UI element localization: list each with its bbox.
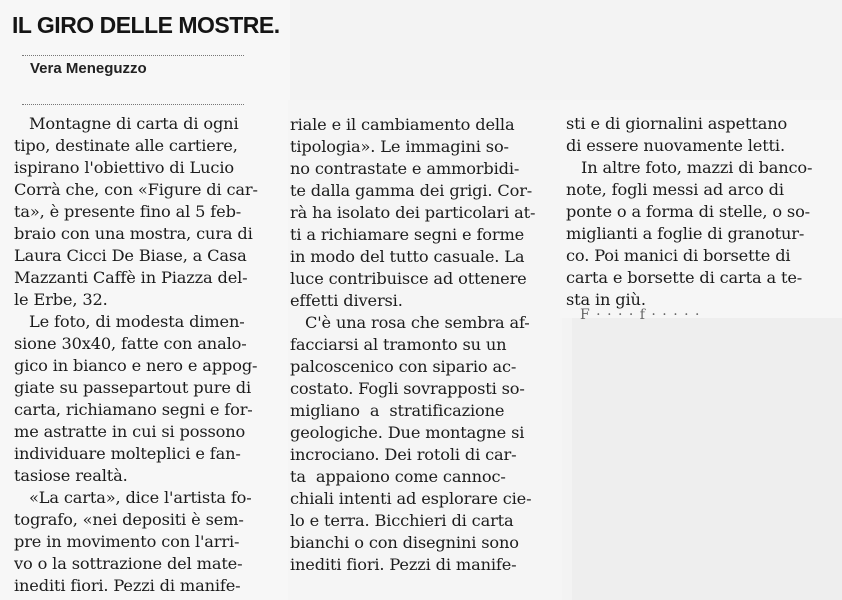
text-line: Corrà che, con «Figure di car-	[14, 180, 258, 199]
text-line: ponte o a forma di stelle, o so-	[566, 202, 810, 221]
text-line: Mazzanti Caffè in Piazza del-	[14, 268, 248, 287]
text-line: Le foto, di modesta dimen-	[14, 312, 245, 331]
article-column-1	[14, 113, 286, 597]
text-line: migliano a stratificazione	[290, 401, 505, 420]
text-line: in modo del tutto casuale. La	[290, 247, 525, 266]
text-line: geologiche. Due montagne si	[290, 423, 525, 442]
text-line: vo o la sottrazione del mate-	[14, 554, 243, 573]
text-line: ta», è presente fino al 5 feb-	[14, 202, 242, 221]
text-line: riale e il cambiamento della	[290, 115, 515, 134]
text-line: inediti fiori. Pezzi di manife-	[14, 576, 241, 595]
section-heading: IL GIRO DELLE MOSTRE.	[12, 12, 280, 38]
text-line: di essere nuovamente letti.	[566, 136, 785, 155]
text-line: «La carta», dice l'artista fo-	[14, 488, 252, 507]
text-line: individuare molteplici e fan-	[14, 444, 241, 463]
divider-top	[22, 55, 244, 56]
text-line: Montagne di carta di ogni	[14, 114, 239, 133]
text-line: ta appaiono come cannoc-	[290, 467, 506, 486]
text-line: le Erbe, 32.	[14, 290, 108, 309]
text-line: sta in giù.	[566, 290, 646, 309]
text-line: miglianti a foglie di granotur-	[566, 224, 805, 243]
text-line: costato. Fogli sovrapposti so-	[290, 379, 525, 398]
text-line: sione 30x40, fatte con analo-	[14, 334, 247, 353]
text-line: ispirano l'obiettivo di Lucio	[14, 158, 234, 177]
text-line: giate su passepartout pure di	[14, 378, 252, 397]
author-byline: Vera Meneguzzo	[30, 60, 147, 77]
text-line: facciarsi al tramonto su un	[290, 335, 507, 354]
text-line: co. Poi manici di borsette di	[566, 246, 791, 265]
text-line: luce contribuisce ad ottenere	[290, 269, 527, 288]
text-line: sti e di giornalini aspettano	[566, 114, 788, 133]
article-column-3	[566, 113, 836, 311]
text-line: effetti diversi.	[290, 291, 403, 310]
text-line: lo e terra. Bicchieri di carta	[290, 511, 514, 530]
text-line: Laura Cicci De Biase, a Casa	[14, 246, 247, 265]
text-line: palcoscenico con sipario ac-	[290, 357, 517, 376]
text-line: carta e borsette di carta a te-	[566, 268, 803, 287]
text-line: carta, richiamano segni e for-	[14, 400, 253, 419]
text-line: no contrastate e ammorbidi-	[290, 159, 520, 178]
text-line: rà ha isolato dei particolari at-	[290, 203, 536, 222]
text-line: tasiose realtà.	[14, 466, 128, 485]
text-line: me astratte in cui si possono	[14, 422, 246, 441]
text-line: incrociano. Dei rotoli di car-	[290, 445, 517, 464]
text-line: gico in bianco e nero e appog-	[14, 356, 258, 375]
cut-text-fragment: F · · · · f · · · · ·	[580, 307, 701, 323]
text-line: C'è una rosa che sembra af-	[290, 313, 530, 332]
text-line: inediti fiori. Pezzi di manife-	[290, 555, 517, 574]
article-column-2	[290, 114, 556, 576]
text-line: braio con una mostra, cura di	[14, 224, 253, 243]
text-line: te dalla gamma dei grigi. Cor-	[290, 181, 533, 200]
text-line: tipo, destinate alle cartiere,	[14, 136, 238, 155]
text-line: chiali intenti ad esplorare cie-	[290, 489, 532, 508]
text-line: note, fogli messi ad arco di	[566, 180, 784, 199]
text-line: tipologia». Le immagini so-	[290, 137, 509, 156]
text-line: ti a richiamare segni e forme	[290, 225, 525, 244]
text-line: In altre foto, mazzi di banco-	[566, 158, 813, 177]
divider-bottom	[22, 104, 244, 105]
text-line: bianchi o con disegnini sono	[290, 533, 519, 552]
text-line: pre in movimento con l'arri-	[14, 532, 240, 551]
background-paper	[572, 318, 842, 600]
text-line: tografo, «nei depositi è sem-	[14, 510, 244, 529]
